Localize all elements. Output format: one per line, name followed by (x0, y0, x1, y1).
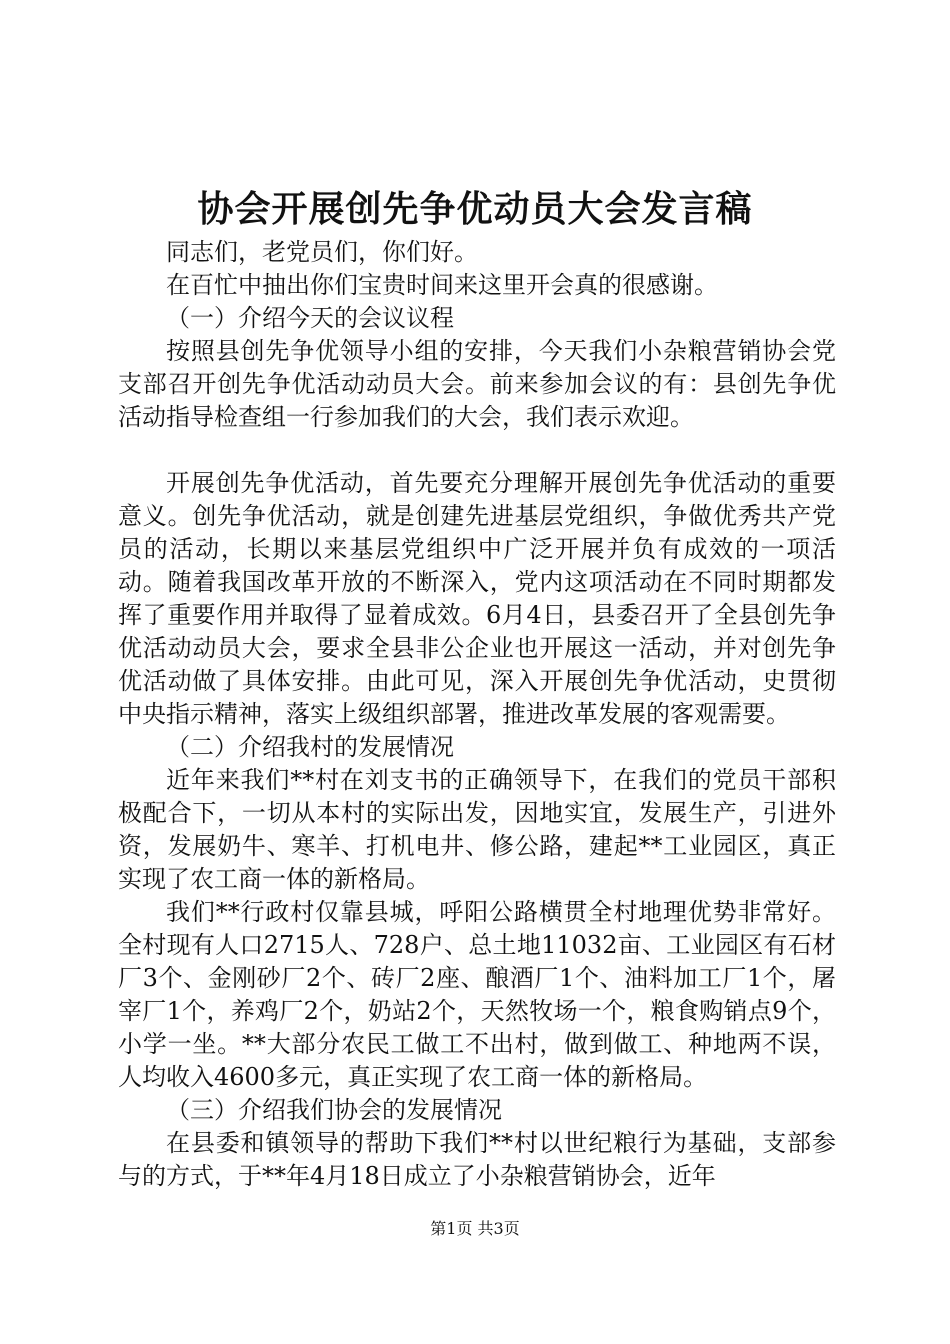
document-body (118, 236, 836, 1193)
section-heading-1: （一）介绍今天的会议议程 (166, 304, 454, 332)
section-heading-3: （三）介绍我们协会的发展情况 (166, 1096, 502, 1124)
paragraph-gap (118, 434, 836, 467)
significance-paragraph: 开展创先争优活动，首先要充分理解开展创先争优活动的重要意义。创先争优活动，就是创建先进基层党组织，争做优秀共产党员的活动，长期以来基层党组织中广泛开展并负有成效的一项活动。随着我国改革开放的不断深入，党内这项活动在不同时期都发挥了重要作用并取得了显着成效。6月4日，县委召开了全县创先争优活动动员大会，要求全县非公企业也开展这一活动，并对创先争优活动做了具体安排。由此可见，深入开展创先争优活动，史贯彻中央指示精神，落实上级组织部署，推进改革发展的客观需要。 (118, 469, 836, 728)
agenda-paragraph: 按照县创先争优领导小组的安排，今天我们小杂粮营销协会党支部召开创先争优活动动员大会。前来参加会议的有：县创先争优活动指导检查组一行参加我们的大会，我们表示欢迎。 (118, 337, 836, 431)
village-stats-paragraph: 我们**行政村仅靠县城，呼阳公路横贯全村地理优势非常好。全村现有人口2715人、728户、总土地11032亩、工业园区有石材厂3个、金刚砂厂2个、砖厂2座、酿酒厂1个、油料加工厂1个，屠宰厂1个，养鸡厂2个，奶站2个，天然牧场一个，粮食购销点9个，小学一坐。**大部分农民工做工不出村，做到做工、种地两不误，人均收入4600多元，真正实现了农工商一体的新格局。 (118, 898, 836, 1091)
village-development-paragraph: 近年来我们**村在刘支书的正确领导下，在我们的党员干部积极配合下，一切从本村的实际出发，因地实宜，发展生产，引进外资，发展奶牛、寒羊、打机电井、修公路，建起**工业园区，真正实现了农工商一体的新格局。 (118, 766, 836, 893)
thanks-paragraph: 在百忙中抽出你们宝贵时间来这里开会真的很感谢。 (166, 271, 718, 299)
page-footer: 第1页 共3页 (430, 1219, 520, 1238)
document-title: 协会开展创先争优动员大会发言稿 (197, 188, 753, 230)
greeting-paragraph: 同志们，老党员们，你们好。 (166, 238, 478, 266)
section-heading-2: （二）介绍我村的发展情况 (166, 733, 454, 761)
association-paragraph: 在县委和镇领导的帮助下我们**村以世纪粮行为基础，支部参与的方式，于**年4月18日成立了小杂粮营销协会，近年 (118, 1129, 836, 1190)
